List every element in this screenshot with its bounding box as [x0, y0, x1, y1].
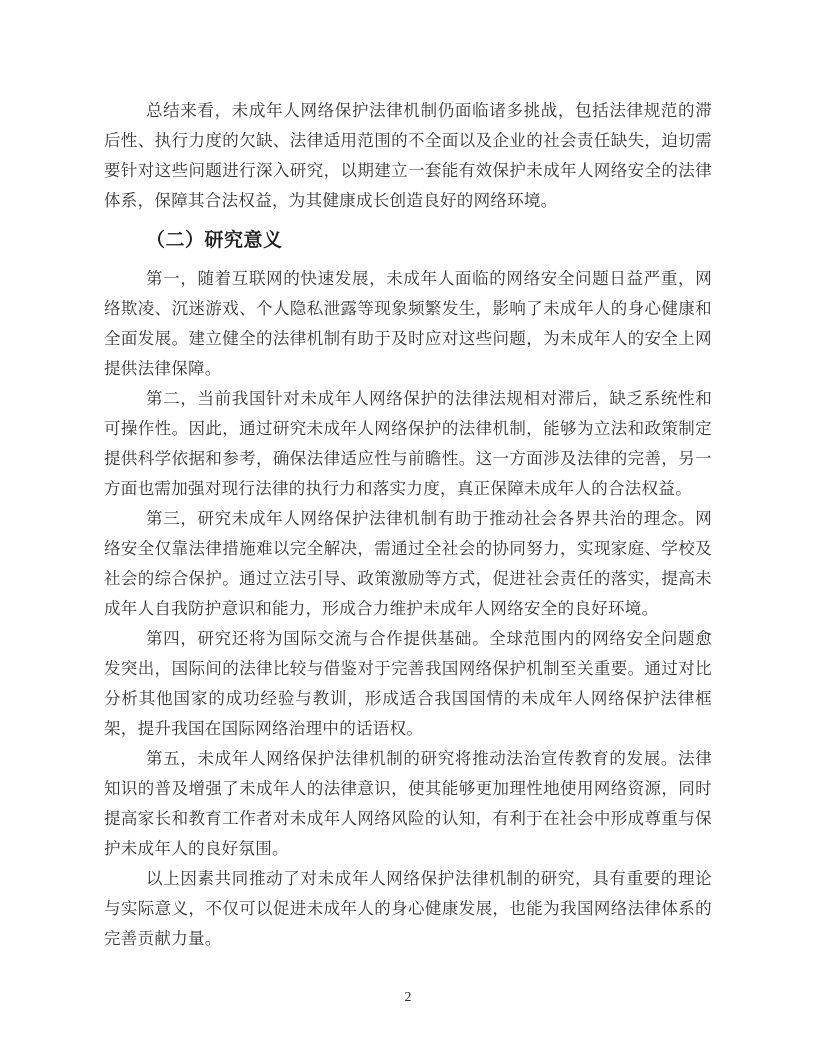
paragraph-fourth: 第四，研究还将为国际交流与合作提供基础。全球范围内的网络安全问题愈发突出，国际间的法律比较与借鉴对于完善我国网络保护机制至关重要。通过对比分析其他国家的成功经验与教训，形成适合我国国情的未成年人网络保护法律框架，提升我国在国际网络治理中的话语权。 — [104, 629, 712, 738]
paragraph-first: 第一，随着互联网的快速发展，未成年人面临的网络安全问题日益严重，网络欺凌、沉迷游戏、个人隐私泄露等现象频繁发生，影响了未成年人的身心健康和全面发展。建立健全的法律机制有助于及时应对这些问题，为未成年人的安全上网提供法律保障。 — [104, 269, 712, 378]
page-footer — [0, 988, 816, 1006]
document-body — [104, 96, 712, 954]
paragraph-second: 第二，当前我国针对未成年人网络保护的法律法规相对滞后，缺乏系统性和可操作性。因此，通过研究未成年人网络保护的法律机制，能够为立法和政策制定提供科学依据和参考，确保法律适应性与前瞻性。这一方面涉及法律的完善，另一方面也需加强对现行法律的执行力和落实力度，真正保障未成年人的合法权益。 — [104, 389, 712, 498]
section-heading: （二）研究意义 — [146, 230, 283, 251]
paragraph-intro: 总结来看，未成年人网络保护法律机制仍面临诸多挑战，包括法律规范的滞后性、执行力度的欠缺、法律适用范围的不全面以及企业的社会责任缺失，迫切需要针对这些问题进行深入研究，以期建立一套能有效保护未成年人网络安全的法律体系，保障其合法权益，为其健康成长创造良好的网络环境。 — [104, 101, 712, 210]
page-number: 2 — [404, 990, 412, 1005]
paragraph-fifth: 第五，未成年人网络保护法律机制的研究将推动法治宣传教育的发展。法律知识的普及增强了未成年人的法律意识，使其能够更加理性地使用网络资源，同时提高家长和教育工作者对未成年人网络风险的认知，有利于在社会中形成尊重与保护未成年人的良好氛围。 — [104, 749, 712, 858]
paragraph-third: 第三，研究未成年人网络保护法律机制有助于推动社会各界共治的理念。网络安全仅靠法律措施难以完全解决，需通过全社会的协同努力，实现家庭、学校及社会的综合保护。通过立法引导、政策激励等方式，促进社会责任的落实，提高未成年人自我防护意识和能力，形成合力维护未成年人网络安全的良好环境。 — [104, 509, 712, 618]
paragraph-conclusion: 以上因素共同推动了对未成年人网络保护法律机制的研究，具有重要的理论与实际意义，不仅可以促进未成年人的身心健康发展，也能为我国网络法律体系的完善贡献力量。 — [104, 869, 712, 948]
